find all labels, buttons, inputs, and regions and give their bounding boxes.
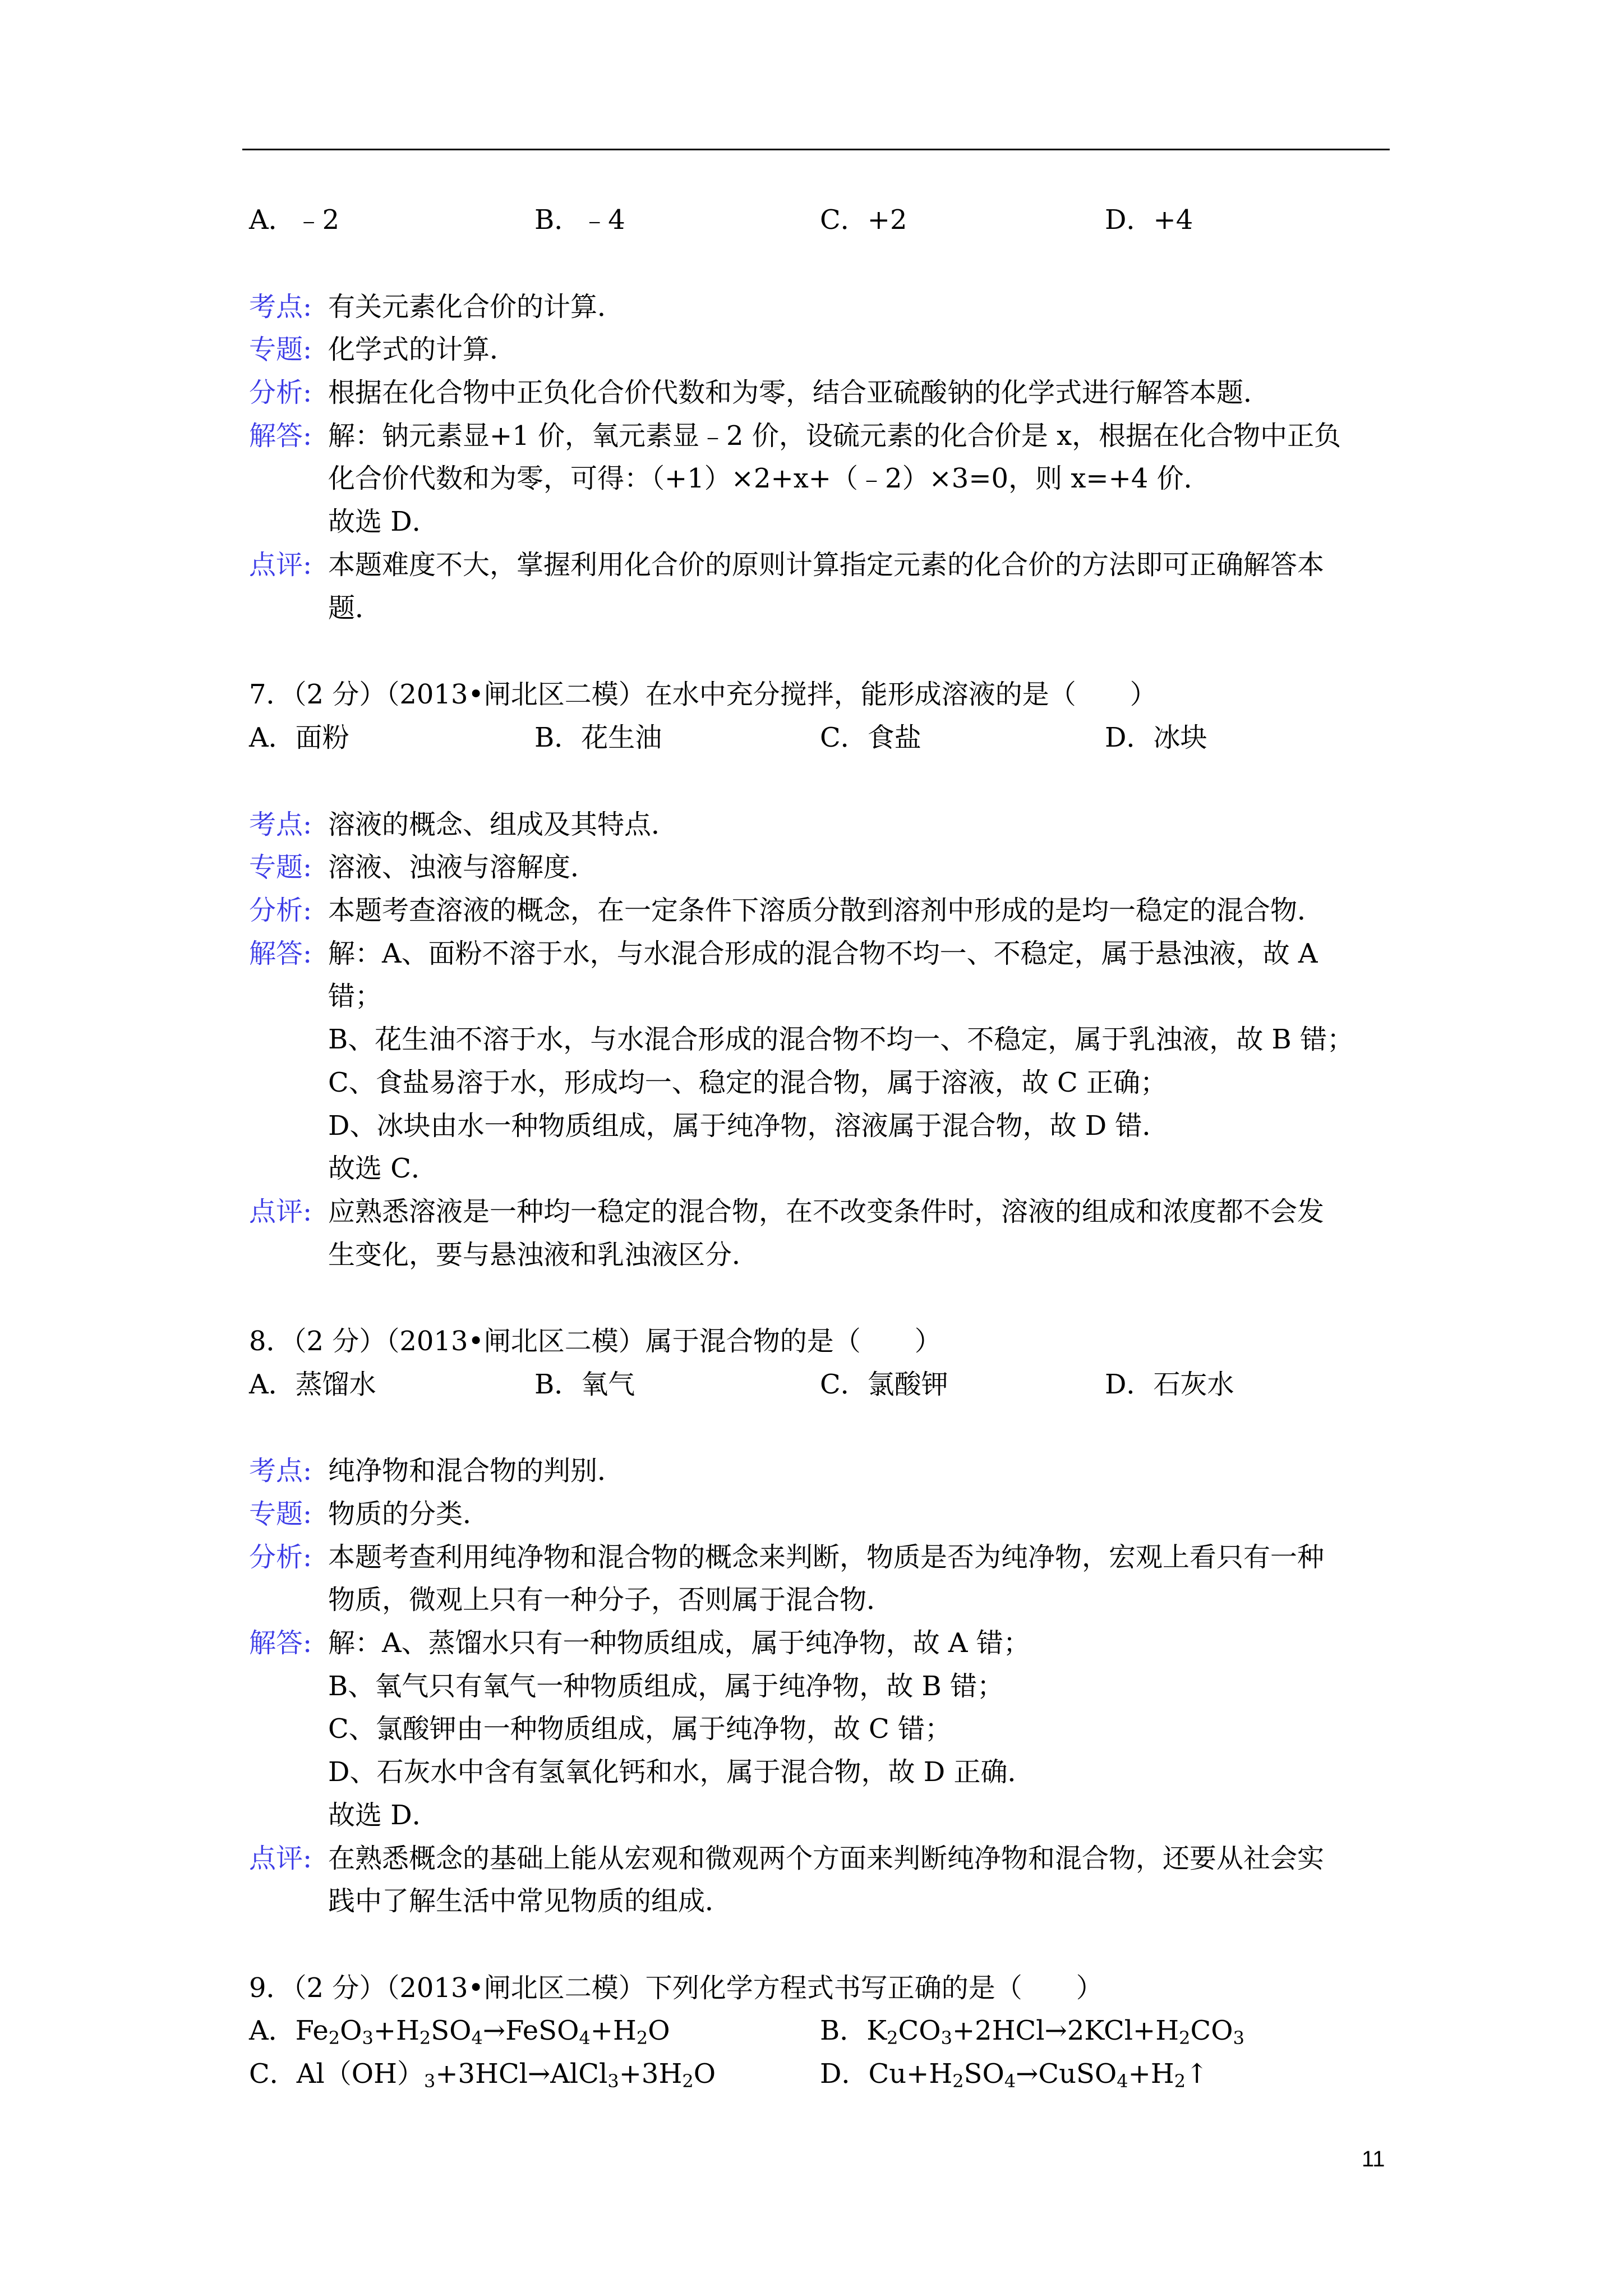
q8-jieda-line-1: 解：A、蒸馏水只有一种物质组成，属于纯净物，故 A 错； <box>328 1627 1030 1659</box>
q6-fenxi: 根据在化合物中正负化合价代数和为零，结合亚硫酸钠的化学式进行解答本题． <box>328 377 1271 408</box>
q6-jieda-line-3: 故选 D． <box>328 506 439 537</box>
q8-question: 8．（2 分）（2013•闸北区二模）属于混合物的是（ ） <box>249 1326 942 1357</box>
q8-fenxi-label: 分析: <box>249 1542 312 1573</box>
q6-option-b: B．﹣4 <box>534 204 625 236</box>
q6-kaodian-label: 考点: <box>249 291 312 323</box>
q9-option-d: D．$Cu+H_2SO_4\to CuSO_4+H_2↑$ <box>820 2058 1209 2092</box>
q6-option-d: D．+4 <box>1105 204 1193 236</box>
q6-dianping-line-1: 本题难度不大，掌握利用化合价的原则计算指定元素的化合价的方法即可正确解答本 <box>328 549 1325 581</box>
q9-question: 9．（2 分）（2013•闸北区二模）下列化学方程式书写正确的是（ ） <box>249 1972 1103 2004</box>
q7-jieda-line-2: 错； <box>328 981 382 1012</box>
q7-option-d: D．冰块 <box>1105 722 1207 753</box>
q9-option-b: B．$K_2CO_3+2HCl\to 2KCl+H_2CO_3$ <box>820 2015 1244 2049</box>
header-rule <box>242 149 1390 150</box>
q7-fenxi-label: 分析: <box>249 895 312 926</box>
q6-zhuanti: 化学式的计算． <box>328 334 517 365</box>
q9-option-a: A．$Fe_2O_3+H_2SO_4\to FeSO_4+H_2O$ <box>249 2015 670 2049</box>
q8-zhuanti-label: 专题: <box>249 1498 312 1530</box>
q9-option-c: C．$Al(OH)_3+3HCl\to AlCl_3+3H_2O$ <box>249 2058 716 2092</box>
q8-jieda-line-5: 故选 D． <box>328 1800 439 1831</box>
page-number: 11 <box>1362 2147 1385 2171</box>
q8-option-c: C．氯酸钾 <box>820 1369 948 1400</box>
q8-jieda-line-3: C、氯酸钾由一种物质组成，属于纯净物，故 C 错； <box>328 1713 952 1745</box>
q6-jieda-line-2: 化合价代数和为零，可得：（+1）×2+x+（﹣2）×3=0，则 x=+4 价． <box>328 463 1211 494</box>
q8-dianping-line-2: 践中了解生活中常见物质的组成． <box>328 1885 732 1917</box>
q6-dianping-label: 点评: <box>249 549 312 581</box>
q7-jieda-label: 解答: <box>249 938 312 969</box>
q7-option-b: B．花生油 <box>534 722 662 753</box>
q8-jieda-label: 解答: <box>249 1627 312 1659</box>
q7-kaodian-label: 考点: <box>249 809 312 840</box>
q7-jieda-line-4: C、食盐易溶于水，形成均一、稳定的混合物，属于溶液，故 C 正确； <box>328 1067 1167 1098</box>
q7-dianping-label: 点评: <box>249 1196 312 1227</box>
q7-dianping-line-2: 生变化，要与悬浊液和乳浊液区分． <box>328 1239 759 1271</box>
q8-jieda-line-4: D、石灰水中含有氢氧化钙和水，属于混合物，故 D 正确． <box>328 1756 1035 1788</box>
q6-dianping-line-2: 题． <box>328 592 382 624</box>
q8-jieda-line-2: B、氧气只有氧气一种物质组成，属于纯净物，故 B 错； <box>328 1671 1004 1702</box>
q8-option-a: A．蒸馏水 <box>249 1369 376 1400</box>
q7-jieda-line-1: 解：A、面粉不溶于水，与水混合形成的混合物不均一、不稳定，属于悬浊液，故 A <box>328 938 1318 969</box>
q8-kaodian: 纯净物和混合物的判别． <box>328 1455 625 1487</box>
q8-fenxi-line-1: 本题考查利用纯净物和混合物的概念来判断，物质是否为纯净物，宏观上看只有一种 <box>328 1542 1325 1573</box>
q8-dianping-label: 点评: <box>249 1843 312 1874</box>
q7-kaodian: 溶液的概念、组成及其特点． <box>328 809 679 840</box>
q7-zhuanti-label: 专题: <box>249 852 312 883</box>
q8-dianping-line-1: 在熟悉概念的基础上能从宏观和微观两个方面来判断纯净物和混合物，还要从社会实 <box>328 1843 1325 1874</box>
q6-jieda-label: 解答: <box>249 420 312 452</box>
q7-zhuanti: 溶液、浊液与溶解度． <box>328 852 598 883</box>
q7-option-a: A．面粉 <box>249 722 349 753</box>
q6-fenxi-label: 分析: <box>249 377 312 408</box>
q8-option-b: B．氧气 <box>534 1369 635 1400</box>
q7-question: 7．（2 分）（2013•闸北区二模）在水中充分搅拌，能形成溶液的是（ ） <box>249 679 1157 710</box>
q7-jieda-line-5: D、冰块由水一种物质组成，属于纯净物，溶液属于混合物，故 D 错． <box>328 1110 1169 1142</box>
q6-option-a: A．﹣2 <box>249 204 340 236</box>
q8-kaodian-label: 考点: <box>249 1455 312 1487</box>
q8-fenxi-line-2: 物质，微观上只有一种分子，否则属于混合物． <box>328 1584 894 1616</box>
q6-kaodian: 有关元素化合价的计算． <box>328 291 625 323</box>
q6-option-c: C．+2 <box>820 204 907 236</box>
q7-fenxi: 本题考查溶液的概念，在一定条件下溶质分散到溶剂中形成的是均一稳定的混合物． <box>328 895 1325 926</box>
q7-jieda-line-3: B、花生油不溶于水，与水混合形成的混合物不均一、不稳定，属于乳浊液，故 B 错； <box>328 1024 1354 1055</box>
q6-zhuanti-label: 专题: <box>249 334 312 365</box>
q8-zhuanti: 物质的分类． <box>328 1498 490 1530</box>
q6-jieda-line-1: 解：钠元素显+1 价，氧元素显﹣2 价，设硫元素的化合价是 x，根据在化合物中正负 <box>328 420 1341 452</box>
q7-dianping-line-1: 应熟悉溶液是一种均一稳定的混合物，在不改变条件时，溶液的组成和浓度都不会发 <box>328 1196 1325 1227</box>
q7-jieda-line-6: 故选 C． <box>328 1153 438 1184</box>
q8-option-d: D．石灰水 <box>1105 1369 1234 1400</box>
q7-option-c: C．食盐 <box>820 722 921 753</box>
